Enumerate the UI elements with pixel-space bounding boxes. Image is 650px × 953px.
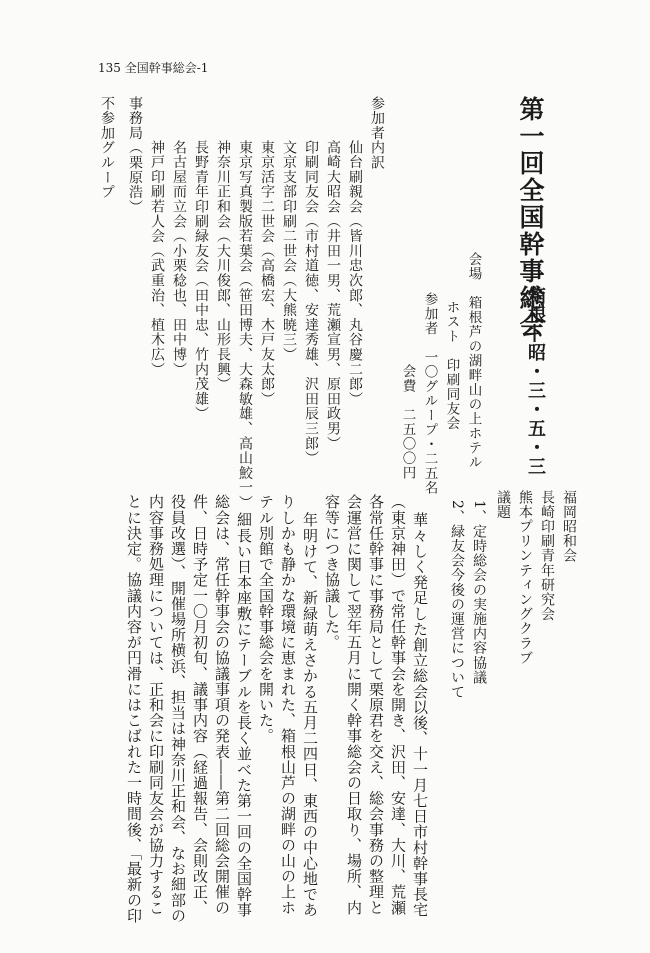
body-line: 内容事務処理については、正和会に印刷同友会が協力するこ <box>147 494 165 916</box>
body-line: 各常任幹事に事務局として栗原君を交え、総会事務の整理と <box>367 494 385 916</box>
body-line: テル別館で全国幹事総会を開いた。 <box>257 494 275 744</box>
agenda-item: 1、定時総会の実施内容協議 <box>471 500 487 685</box>
page-title: 第一回全国幹事総会 <box>516 96 545 339</box>
participant-line: 神奈川正和会（大川俊郎、山形長興） <box>215 140 231 392</box>
body-line: 華々しく発足した創立総会以後、十一月七日市村幹事長宅 <box>411 512 429 918</box>
absent-group: 熊本プリンティングクラブ <box>517 490 533 666</box>
participant-line: 高崎大昭会（井田一男、荒瀬宣男、原田政男） <box>325 140 341 451</box>
body-line: とに決定。協議内容が円滑にはこばれた一時間後、「最新の印 <box>125 494 143 924</box>
body-line: （東京神田）で常任幹事会を開き、沢田、安達、大川、荒瀬 <box>389 494 407 916</box>
body-line: 容等につき協議した。 <box>323 494 341 650</box>
absent-group: 福岡昭和会 <box>561 490 577 563</box>
participant-line: 東京写真製版若葉会（笹田博夫、大森敏雄、高山鮫一） <box>237 140 253 510</box>
page-header: 135 全国幹事総会-1 <box>98 61 209 75</box>
participant-line: 東京活字二世会（高橋宏、木戸友太郎） <box>259 140 275 407</box>
agenda-item: 2、緑友会今後の運営について <box>449 500 465 700</box>
fee-line: 会費 二五〇〇円 <box>399 364 416 480</box>
body-line: 細長い日本座敷にテーブルを長く並べた第一回の全国幹事 <box>235 512 253 918</box>
participant-line: 印刷同友会（市村道徳、安達秀雄、沢田辰三郎） <box>303 140 319 466</box>
participant-line: 長野青年印刷緑友会（田中忠、竹内茂雄） <box>193 140 209 422</box>
body-line: 年明けて、新緑萌えさかる五月二四日、東西の中心地であ <box>301 512 319 918</box>
participant-line: 仙台刷親会（皆川忠次郎、丸谷慶二郎） <box>347 140 363 407</box>
venue-line: 会場 箱根芦の湖畔山の上ホテル <box>465 252 482 470</box>
participant-line: 文京支部印刷二世会（大熊暁三） <box>281 140 297 362</box>
body-line: 役員改選）、開催場所横浜、担当は神奈川正和会、なお細部の <box>169 494 187 924</box>
participant-line: 名古屋而立会（小栗稔也、田中博） <box>171 140 187 377</box>
body-line: 総会は、常任幹事会の協議事項の発表――第二回総会開催の <box>213 494 231 916</box>
participant-line: 不参加グループ <box>99 96 115 200</box>
body-line: 会運営に関して翌年五月に開く幹事総会の日取り、場所、内 <box>345 494 363 916</box>
agenda-heading: 議題 <box>495 490 511 520</box>
participant-line: 事務局（栗原浩） <box>127 96 143 215</box>
body-line: りしかも静かな環境に恵まれた、箱根山芦の湖畔の山の上ホ <box>279 494 297 916</box>
page-subtitle: 箱根―昭・三・五・三 <box>525 286 546 476</box>
body-line: 件、日時予定一〇月初旬、議事内容（経過報告、会則改正、 <box>191 494 209 916</box>
participants-heading: 参加者内訳 <box>369 96 385 170</box>
absent-group: 長崎印刷青年研究会 <box>539 490 555 622</box>
participant-line: 神戸印刷若人会（武重治、植木広） <box>149 140 165 377</box>
host-line: ホスト 印刷同友会 <box>443 300 460 431</box>
attendees-line: 参加者 一〇グループ・二五名 <box>421 292 438 495</box>
